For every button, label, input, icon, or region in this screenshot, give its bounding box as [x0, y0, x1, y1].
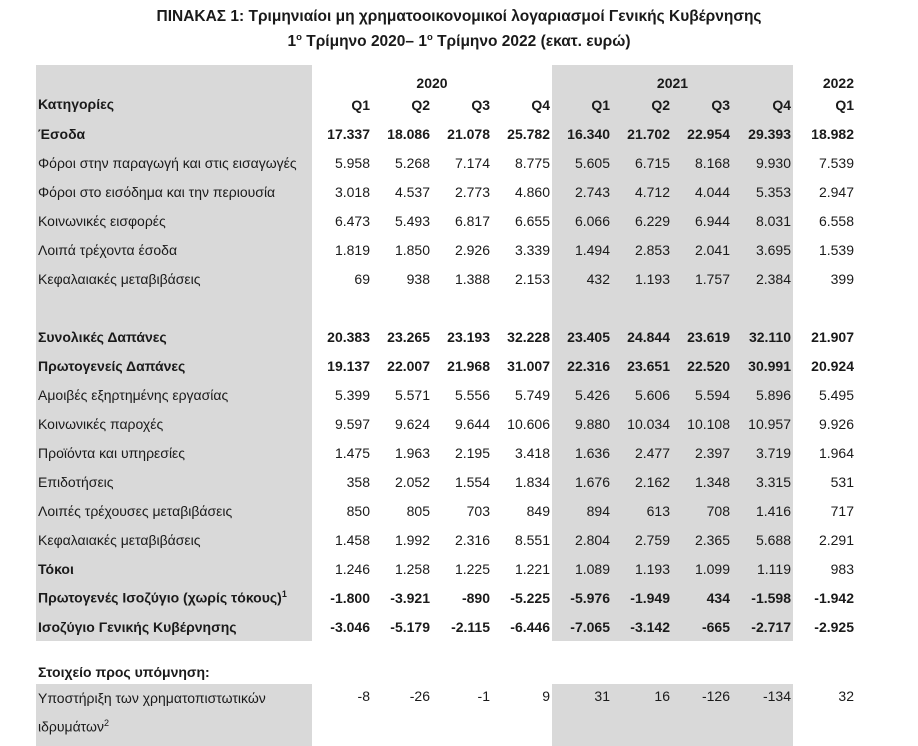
memo-row-label: Υποστήριξη των χρηματοπιστωτικών ιδρυμάτων$^2$	[36, 684, 312, 746]
report-header	[0, 0, 918, 52]
empty-cell	[492, 656, 552, 684]
value-cell: 805	[406, 502, 430, 519]
value-cell: 2.291	[818, 531, 854, 548]
value-cell: 2.926	[454, 241, 490, 258]
table-row	[36, 496, 856, 525]
categories-header-cell: Κατηγορίες	[36, 65, 312, 119]
year-header-2022: 2022	[822, 75, 854, 92]
value-cell: 2.153	[514, 270, 550, 287]
table-row	[36, 177, 856, 206]
value-cell: 5.495	[818, 386, 854, 403]
year-header-2020: 2020	[416, 75, 448, 92]
value-cell: -1.949	[612, 583, 672, 612]
value-cell: -5.976	[552, 583, 612, 612]
value-cell: 8.775	[514, 154, 550, 171]
value-cell: 5.399	[334, 386, 370, 403]
value-cell: 849	[526, 502, 550, 519]
value-cell: 399	[830, 270, 854, 287]
value-cell: 432	[552, 264, 612, 293]
empty-cell	[312, 656, 372, 684]
value-cell: 17.337	[327, 125, 370, 142]
value-cell: 2.773	[454, 183, 490, 200]
empty-cell	[372, 641, 432, 656]
value-cell: 2.052	[394, 473, 430, 490]
value-cell: 1.458	[334, 531, 370, 548]
value-cell: 5.606	[612, 380, 672, 409]
value-cell: -2.925	[814, 618, 854, 635]
value-cell: 9.597	[334, 415, 370, 432]
ordinal-superscript: ο	[296, 32, 302, 43]
value-cell: 358	[346, 473, 370, 490]
row-label: Προϊόντα και υπηρεσίες	[36, 438, 312, 467]
row-label: Φόροι στην παραγωγή και στις εισαγωγές	[36, 148, 312, 177]
value-cell: 434	[672, 583, 732, 612]
row-label: Λοιπά τρέχοντα έσοδα	[36, 235, 312, 264]
quarter-header: Q3	[471, 97, 490, 114]
memo-heading-label: Στοιχείο προς υπόμνηση:	[38, 664, 210, 681]
value-cell: 1.757	[672, 264, 732, 293]
table-row	[36, 467, 856, 496]
value-cell: 6.473	[334, 212, 370, 229]
table-row	[36, 583, 856, 612]
quarter-header: Q2	[612, 91, 672, 119]
value-cell: 5.571	[394, 386, 430, 403]
value-cell: 9	[542, 688, 550, 705]
empty-cell	[732, 641, 793, 656]
value-cell: 9.930	[732, 148, 793, 177]
value-cell: 1.636	[552, 438, 612, 467]
value-cell: 18.086	[387, 125, 430, 142]
empty-cell	[492, 641, 552, 656]
row-label: Ισοζύγιο Γενικής Κυβέρνησης	[36, 612, 312, 641]
value-cell: 10.606	[507, 415, 550, 432]
value-cell: 2.316	[454, 531, 490, 548]
value-cell: 5.594	[672, 380, 732, 409]
value-cell: 2.384	[732, 264, 793, 293]
value-cell: 4.537	[394, 183, 430, 200]
value-cell	[793, 293, 856, 322]
value-cell: 1.193	[612, 554, 672, 583]
value-cell: 2.804	[552, 525, 612, 554]
empty-cell	[612, 641, 672, 656]
value-cell: 10.108	[672, 409, 732, 438]
table-row	[36, 148, 856, 177]
value-cell: 3.018	[334, 183, 370, 200]
value-cell: 1.416	[732, 496, 793, 525]
value-cell: 1.193	[612, 264, 672, 293]
value-cell: 32.228	[507, 328, 550, 345]
value-cell: 2.397	[672, 438, 732, 467]
value-cell: -890	[461, 589, 490, 606]
value-cell: 6.655	[514, 212, 550, 229]
empty-cell	[793, 641, 856, 656]
value-cell: 5.688	[732, 525, 793, 554]
value-cell: 3.695	[732, 235, 793, 264]
value-cell: 8.031	[732, 206, 793, 235]
empty-cell	[732, 656, 793, 684]
value-cell: 717	[830, 502, 854, 519]
value-cell	[672, 293, 732, 322]
value-cell: 3.315	[732, 467, 793, 496]
value-cell: 2.041	[672, 235, 732, 264]
table-row	[36, 206, 856, 235]
value-cell: 1.221	[514, 560, 550, 577]
value-cell: -3.046	[330, 618, 370, 635]
footnote-marker: 2	[103, 718, 109, 729]
quarter-header: Q4	[732, 91, 793, 119]
value-cell: -2.115	[451, 618, 490, 635]
year-header-row	[36, 65, 856, 91]
row-label: Τόκοι	[36, 554, 312, 583]
value-cell: 31.007	[507, 357, 550, 374]
value-cell: 23.193	[447, 328, 490, 345]
value-cell: 8.551	[514, 531, 550, 548]
value-cell: 1.539	[818, 241, 854, 258]
value-cell: -1	[477, 688, 490, 705]
value-cell: 16.340	[552, 119, 612, 148]
value-cell: 6.817	[454, 212, 490, 229]
value-cell: 7.174	[454, 154, 490, 171]
value-cell: 6.229	[612, 206, 672, 235]
value-cell: 9.926	[818, 415, 854, 432]
table-row	[36, 264, 856, 293]
page-subtitle: $1^o$ Τρίμηνο 2020– $1^o$ Τρίμηνο 2022 (εκατ. ευρώ)	[287, 32, 631, 51]
value-cell: -8	[357, 688, 370, 705]
value-cell: 1.348	[672, 467, 732, 496]
value-cell: -3.921	[390, 589, 430, 606]
value-cell	[612, 293, 672, 322]
value-cell: 2.853	[612, 235, 672, 264]
value-cell: 1.676	[552, 467, 612, 496]
value-cell: 1.494	[552, 235, 612, 264]
empty-cell	[312, 641, 372, 656]
empty-cell	[552, 656, 612, 684]
value-cell	[732, 293, 793, 322]
value-cell: 32.110	[732, 322, 793, 351]
value-cell: -665	[672, 612, 732, 641]
value-cell: 1.992	[394, 531, 430, 548]
value-cell: 22.520	[672, 351, 732, 380]
value-cell: 22.954	[672, 119, 732, 148]
footnote-marker: 1	[281, 589, 287, 600]
table-row	[36, 409, 856, 438]
value-cell: 531	[830, 473, 854, 490]
value-cell: 21.907	[811, 328, 854, 345]
table-row	[36, 612, 856, 641]
quarter-header: Q1	[351, 97, 370, 114]
empty-cell	[672, 641, 732, 656]
value-cell: -6.446	[510, 618, 550, 635]
value-cell: 25.782	[507, 125, 550, 142]
value-cell: 18.982	[811, 125, 854, 142]
quarter-header: Q3	[672, 91, 732, 119]
value-cell: 29.393	[732, 119, 793, 148]
value-cell: -1.800	[330, 589, 370, 606]
value-cell: 5.605	[552, 148, 612, 177]
value-cell: 6.715	[612, 148, 672, 177]
quarterly-accounts-table	[36, 65, 856, 746]
value-cell: 3.339	[514, 241, 550, 258]
value-cell: 1.850	[394, 241, 430, 258]
value-cell: -5.225	[510, 589, 550, 606]
table-row	[36, 525, 856, 554]
quarter-header: Q1	[835, 97, 854, 114]
value-cell: 10.957	[732, 409, 793, 438]
value-cell	[312, 293, 372, 322]
value-cell: 9.624	[394, 415, 430, 432]
empty-cell	[36, 641, 312, 656]
quarterly-accounts-table-wrap	[36, 65, 918, 746]
value-cell: -134	[732, 684, 793, 746]
value-cell: -1.598	[732, 583, 793, 612]
value-cell: 2.743	[552, 177, 612, 206]
row-label: Κεφαλαιακές μεταβιβάσεις	[36, 264, 312, 293]
value-cell: 1.258	[394, 560, 430, 577]
section-gap-row	[36, 641, 856, 656]
value-cell	[432, 293, 492, 322]
value-cell: -2.717	[732, 612, 793, 641]
value-cell: 983	[830, 560, 854, 577]
value-cell: 5.353	[732, 177, 793, 206]
table-row	[36, 438, 856, 467]
table-row	[36, 119, 856, 148]
value-cell: 19.137	[327, 357, 370, 374]
value-cell: 1.225	[454, 560, 490, 577]
value-cell: 1.089	[552, 554, 612, 583]
value-cell: 30.991	[732, 351, 793, 380]
value-cell: 21.078	[447, 125, 490, 142]
value-cell: 850	[346, 502, 370, 519]
value-cell: 21.702	[612, 119, 672, 148]
value-cell: 5.426	[552, 380, 612, 409]
memo-data-row	[36, 684, 856, 746]
value-cell: 894	[552, 496, 612, 525]
value-cell: 8.168	[672, 148, 732, 177]
value-cell: 9.644	[454, 415, 490, 432]
row-label: Έσοδα	[36, 119, 312, 148]
value-cell: 4.044	[672, 177, 732, 206]
value-cell	[372, 293, 432, 322]
value-cell: 1.388	[454, 270, 490, 287]
value-cell: 3.719	[732, 438, 793, 467]
value-cell: 613	[612, 496, 672, 525]
value-cell: 69	[354, 270, 370, 287]
value-cell: 22.007	[387, 357, 430, 374]
value-cell: 6.558	[818, 212, 854, 229]
value-cell: 5.958	[334, 154, 370, 171]
value-cell: 23.651	[612, 351, 672, 380]
value-cell: 2.947	[818, 183, 854, 200]
row-label: Πρωτογενείς Δαπάνες	[36, 351, 312, 380]
value-cell: 3.418	[514, 444, 550, 461]
ordinal-superscript: ο	[426, 32, 433, 43]
value-cell: 1.119	[732, 554, 793, 583]
value-cell: 2.365	[672, 525, 732, 554]
value-cell: 9.880	[552, 409, 612, 438]
value-cell: 1.964	[818, 444, 854, 461]
value-cell: 5.896	[732, 380, 793, 409]
quarter-header: Q1	[552, 91, 612, 119]
value-cell: 16	[612, 684, 672, 746]
value-cell: 1.834	[514, 473, 550, 490]
value-cell: 7.539	[818, 154, 854, 171]
page-title: ΠΙΝΑΚΑΣ 1: Τριμηνιαίοι μη χρηματοοικονομικοί λογαριασμοί Γενικής Κυβέρνησης	[156, 8, 762, 25]
value-cell: 4.712	[612, 177, 672, 206]
empty-cell	[432, 656, 492, 684]
value-cell: 20.924	[811, 357, 854, 374]
value-cell: 1.246	[334, 560, 370, 577]
value-cell: 23.619	[672, 322, 732, 351]
value-cell: 708	[672, 496, 732, 525]
row-label: Αμοιβές εξηρτημένης εργασίας	[36, 380, 312, 409]
value-cell: 10.034	[612, 409, 672, 438]
value-cell: -5.179	[390, 618, 430, 635]
value-cell: -26	[409, 688, 430, 705]
value-cell: 24.844	[612, 322, 672, 351]
value-cell: 2.477	[612, 438, 672, 467]
row-label: Λοιπές τρέχουσες μεταβιβάσεις	[36, 496, 312, 525]
table-row	[36, 235, 856, 264]
spacer-row	[36, 293, 856, 322]
row-label: Φόροι στο εισόδημα και την περιουσία	[36, 177, 312, 206]
value-cell: 1.554	[454, 473, 490, 490]
table-row	[36, 380, 856, 409]
empty-cell	[552, 641, 612, 656]
value-cell: 5.268	[394, 154, 430, 171]
value-cell: 21.968	[447, 357, 490, 374]
empty-cell	[793, 656, 856, 684]
value-cell: 20.383	[327, 328, 370, 345]
row-label: Συνολικές Δαπάνες	[36, 322, 312, 351]
value-cell: 6.066	[552, 206, 612, 235]
value-cell	[552, 293, 612, 322]
empty-cell	[612, 656, 672, 684]
row-label	[36, 293, 312, 322]
value-cell: 1.819	[334, 241, 370, 258]
row-label: Κεφαλαιακές μεταβιβάσεις	[36, 525, 312, 554]
table-row	[36, 322, 856, 351]
row-label: Κοινωνικές εισφορές	[36, 206, 312, 235]
value-cell: -1.942	[814, 589, 854, 606]
value-cell: 1.475	[334, 444, 370, 461]
row-label: Επιδοτήσεις	[36, 467, 312, 496]
row-label: Κοινωνικές παροχές	[36, 409, 312, 438]
value-cell	[492, 293, 552, 322]
value-cell: 1.963	[394, 444, 430, 461]
empty-cell	[432, 641, 492, 656]
value-cell: 4.860	[514, 183, 550, 200]
empty-cell	[372, 656, 432, 684]
value-cell: 23.265	[387, 328, 430, 345]
value-cell: 2.162	[612, 467, 672, 496]
quarter-header: Q2	[411, 97, 430, 114]
value-cell: 938	[406, 270, 430, 287]
value-cell: 703	[466, 502, 490, 519]
table-row	[36, 351, 856, 380]
memo-heading-row	[36, 656, 856, 684]
empty-cell	[672, 656, 732, 684]
quarter-header: Q4	[531, 97, 550, 114]
value-cell: 32	[838, 688, 854, 705]
value-cell: -7.065	[552, 612, 612, 641]
value-cell: -126	[672, 684, 732, 746]
value-cell: 5.493	[394, 212, 430, 229]
value-cell: 5.556	[454, 386, 490, 403]
value-cell: 2.759	[612, 525, 672, 554]
value-cell: 1.099	[672, 554, 732, 583]
value-cell: 23.405	[552, 322, 612, 351]
year-header-2021: 2021	[552, 65, 793, 91]
value-cell: 2.195	[454, 444, 490, 461]
value-cell: 6.944	[672, 206, 732, 235]
value-cell: -3.142	[612, 612, 672, 641]
row-label: Πρωτογενές Ισοζύγιο (χωρίς τόκους)$^1$	[36, 583, 312, 612]
value-cell: 5.749	[514, 386, 550, 403]
value-cell: 31	[552, 684, 612, 746]
table-row	[36, 554, 856, 583]
value-cell: 22.316	[552, 351, 612, 380]
